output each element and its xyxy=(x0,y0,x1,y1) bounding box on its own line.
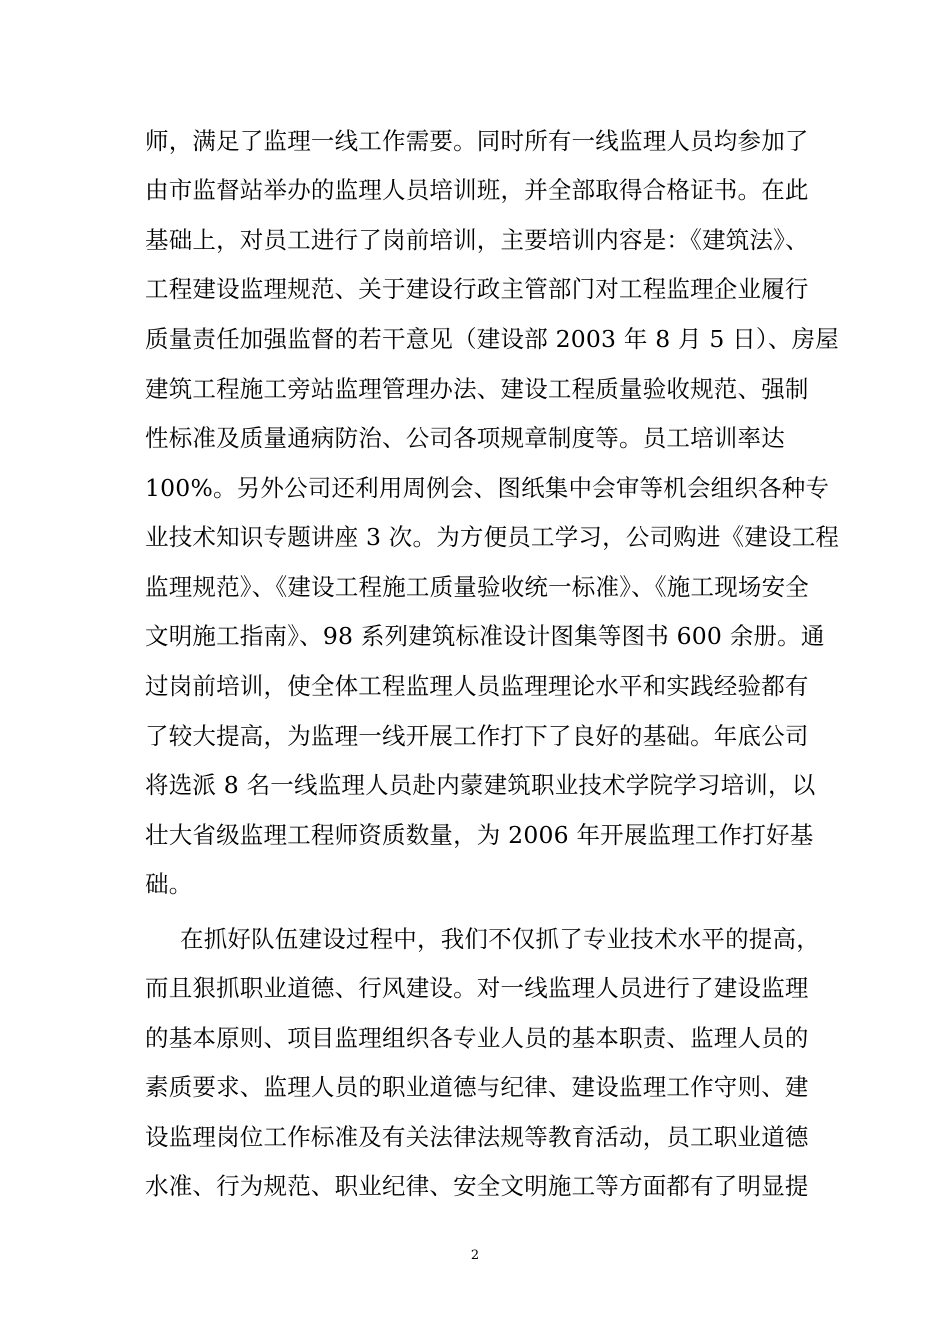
text-line: 质量责任加强监督的若干意见（建设部 2003 年 8 月 5 日）、房屋 xyxy=(145,325,839,353)
text-line: 而且狠抓职业道德、行风建设。对一线监理人员进行了建设监理 xyxy=(145,974,809,1002)
text-line: 础。 xyxy=(145,870,193,898)
text-line: 建筑工程施工旁站监理管理办法、建设工程质量验收规范、强制 xyxy=(145,375,809,403)
text-line: 监理规范》、《建设工程施工质量验收统一标准》、《施工现场安全 xyxy=(145,573,809,601)
text-line: 了较大提高，为监理一线开展工作打下了良好的基础。年底公司 xyxy=(145,722,809,750)
text-line: 素质要求、监理人员的职业道德与纪律、建设监理工作守则、建 xyxy=(145,1073,809,1101)
text-line: 的基本原则、项目监理组织各专业人员的基本职责、监理人员的 xyxy=(145,1024,809,1052)
text-line: 过岗前培训，使全体工程监理人员监理理论水平和实践经验都有 xyxy=(145,672,809,700)
paragraph-first-line: 在抓好队伍建设过程中，我们不仅抓了专业技术水平的提高， xyxy=(180,925,820,953)
text-line: 水准、行为规范、职业纪律、安全文明施工等方面都有了明显提 xyxy=(145,1172,809,1200)
text-line: 将选派 8 名一线监理人员赴内蒙建筑职业技术学院学习培训，以 xyxy=(145,771,816,799)
text-line: 工程建设监理规范、关于建设行政主管部门对工程监理企业履行 xyxy=(145,275,809,303)
text-line: 性标准及质量通病防治、公司各项规章制度等。员工培训率达 xyxy=(145,424,785,452)
page-number: 2 xyxy=(470,1248,480,1263)
text-line: 100%。另外公司还利用周例会、图纸集中会审等机会组织各种专 xyxy=(145,474,830,502)
text-line: 壮大省级监理工程师资质数量，为 2006 年开展监理工作打好基 xyxy=(145,821,814,849)
text-line: 基础上，对员工进行了岗前培训，主要培训内容是：《建筑法》、 xyxy=(145,226,809,254)
text-line: 师，满足了监理一线工作需要。同时所有一线监理人员均参加了 xyxy=(145,127,809,155)
text-line: 业技术知识专题讲座 3 次。为方便员工学习，公司购进《建设工程 xyxy=(145,523,840,551)
text-line: 设监理岗位工作标准及有关法律法规等教育活动，员工职业道德 xyxy=(145,1123,809,1151)
text-line: 文明施工指南》、98 系列建筑标准设计图集等图书 600 余册。通 xyxy=(145,622,825,650)
text-line: 由市监督站举办的监理人员培训班，并全部取得合格证书。在此 xyxy=(145,176,809,204)
